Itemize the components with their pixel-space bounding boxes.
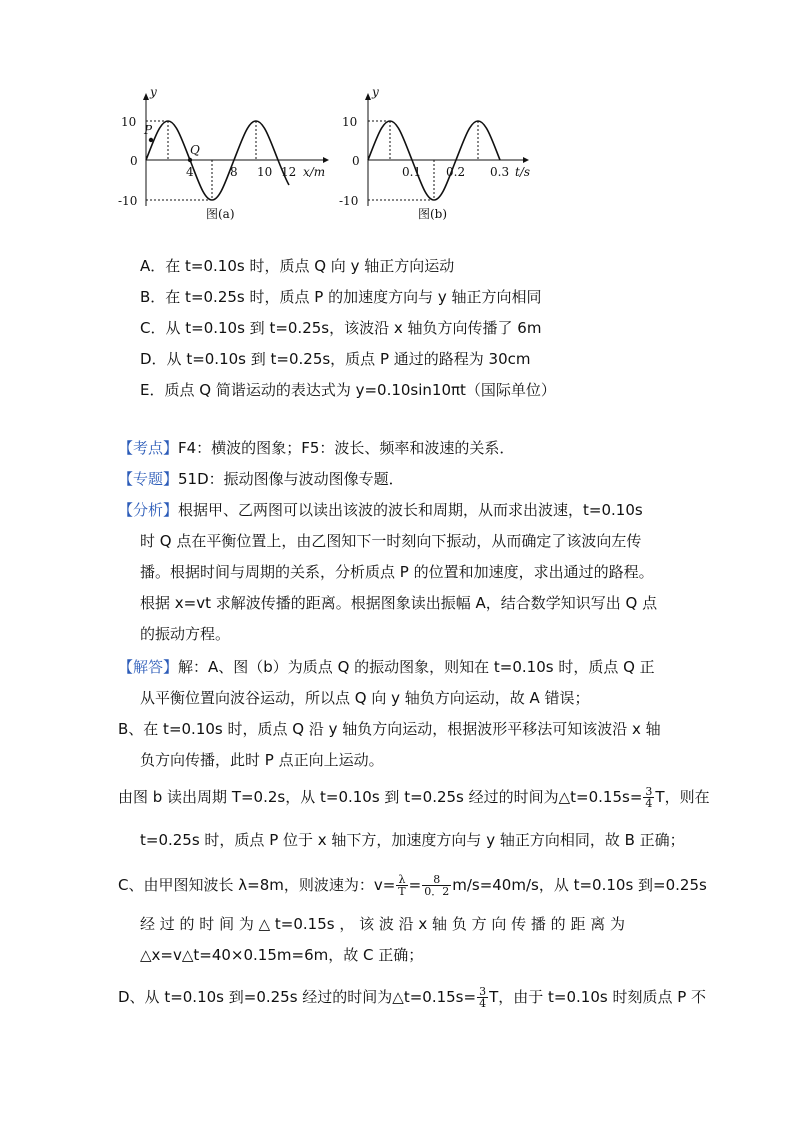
fig-b-xtick-0-1: 0.1	[402, 165, 422, 179]
fig-a-point-q-dot	[188, 158, 192, 162]
option-c: C．从 t=0.10s 到 t=0.25s，该波沿 x 轴负方向传播了 6m	[140, 319, 542, 337]
wave-figures	[118, 85, 558, 228]
option-b: B．在 t=0.25s 时，质点 P 的加速度方向与 y 轴正方向相同	[140, 288, 542, 306]
jieda-d-line-1	[118, 986, 706, 1009]
fraction-den: 4	[479, 997, 487, 1010]
fig-b-ylabel: y	[372, 85, 379, 99]
fenxi-tag: 【分析】	[118, 501, 179, 519]
kaodian-tag: 【考点】	[118, 439, 179, 457]
fig-a-xtick-4: 4	[186, 165, 194, 179]
d-text-post: T，由于 t=0.10s 时刻质点 P 不	[489, 988, 707, 1006]
fig-b-ytick-bottom: -10	[339, 194, 359, 208]
fig-b-y-arrow	[365, 93, 371, 100]
fraction-lambda-over-t	[396, 874, 407, 897]
figures-svg	[118, 85, 558, 228]
jieda-c-line-2: 经 过 的 时 间 为 △ t=0.15s ， 该 波 沿 x 轴 负 方 向 传 播 的 距 离 为	[140, 915, 625, 933]
option-e: E．质点 Q 简谐运动的表达式为 y=0.10sin10πt（国际单位）	[140, 381, 556, 399]
fig-b-xtick-0-2: 0.2	[446, 165, 466, 179]
jieda-line-1	[118, 657, 655, 677]
c-equals: =	[408, 876, 422, 894]
fig-a-point-p-dot	[149, 138, 153, 142]
fenxi-line-4: 根据 x=vt 求解波传播的距离。根据图象读出振幅 A，结合数学知识写出 Q 点	[140, 594, 658, 612]
zhuanti-line	[118, 469, 404, 489]
fig-b-ytick-top: 10	[342, 115, 358, 129]
fig-a-xtick-12: 12	[281, 165, 297, 179]
kaodian-line	[118, 438, 514, 458]
fig-a-y-arrow	[143, 93, 149, 100]
period-text-pre: 由图 b 读出周期 T=0.2s，从 t=0.10s 到 t=0.25s 经过的时间为△t=0.15s=	[118, 788, 643, 806]
fig-b-x-arrow	[523, 157, 529, 163]
fraction-num: 8	[422, 874, 451, 886]
fraction-three-quarters	[477, 986, 488, 1009]
option-d: D．从 t=0.10s 到 t=0.25s，质点 P 通过的路程为 30cm	[140, 350, 531, 368]
jieda-tag: 【解答】	[118, 658, 179, 676]
jieda-b-line-1: B、在 t=0.10s 时，质点 Q 沿 y 轴负方向运动，根据波形平移法可知该波沿 x 轴	[118, 720, 661, 738]
fraction-8-over-0-2	[422, 874, 451, 897]
fenxi-line-2: 时 Q 点在平衡位置上，由乙图知下一时刻向下振动，从而确定了该波向左传	[140, 532, 642, 550]
jieda-c-line-1	[118, 874, 707, 897]
fraction-num: λ	[396, 874, 407, 886]
fig-b-caption: 图(b)	[418, 207, 448, 221]
fenxi-line-3: 播。根据时间与周期的关系，分析质点 P 的位置和加速度，求出通过的路程。	[140, 563, 654, 581]
fig-a-xtick-10: 10	[257, 165, 273, 179]
fraction-num: 3	[645, 785, 653, 798]
jieda-text-1: 解：A、图（b）为质点 Q 的振动图象，则知在 t=0.10s 时，质点 Q 正	[178, 658, 655, 676]
d-text-pre: D、从 t=0.10s 到=0.25s 经过的时间为△t=0.15s=	[118, 988, 477, 1006]
fig-a-point-q-label: Q	[190, 143, 200, 157]
fig-a-ytick-bottom: -10	[118, 194, 138, 208]
zhuanti-text: 51D：振动图像与波动图像专题．	[178, 470, 404, 488]
figure-a	[118, 85, 329, 221]
fig-a-ylabel: y	[150, 85, 157, 99]
fig-a-caption: 图(a)	[206, 207, 235, 221]
figure-b	[339, 85, 530, 221]
jieda-b-line-2: 负方向传播，此时 P 点正向上运动。	[140, 751, 384, 769]
fig-b-xtick-0-3: 0.3	[490, 165, 510, 179]
fenxi-line-5: 的振动方程。	[140, 625, 231, 643]
zhuanti-tag: 【专题】	[118, 470, 179, 488]
jieda-c-line-3: △x=v△t=40×0.15m=6m，故 C 正确；	[140, 946, 424, 964]
period-text-post: T，则在	[655, 788, 710, 806]
c-text-pre: C、由甲图知波长 λ=8m，则波速为：v=	[118, 876, 396, 894]
fraction-num: 3	[479, 985, 487, 998]
fenxi-text-1: 根据甲、乙两图可以读出该波的波长和周期，从而求出波速，t=0.10s	[178, 501, 643, 519]
fraction-three-quarters	[643, 786, 654, 809]
fig-a-ytick-zero: 0	[130, 154, 138, 168]
fig-b-xlabel: t/s	[515, 165, 531, 179]
fraction-den: T	[398, 885, 406, 898]
fig-a-xtick-8: 8	[230, 165, 238, 179]
kaodian-text: F4：横波的图象；F5：波长、频率和波速的关系．	[178, 439, 515, 457]
jieda-line-2: 从平衡位置向波谷运动，所以点 Q 向 y 轴负方向运动，故 A 错误；	[140, 689, 590, 707]
fig-a-xlabel: x/m	[303, 165, 326, 179]
fig-a-x-arrow	[323, 157, 329, 163]
fig-a-point-p-label: P	[144, 123, 153, 137]
fraction-den: 0．2	[424, 885, 450, 898]
fig-b-ytick-zero: 0	[352, 154, 360, 168]
jieda-period-line	[118, 786, 710, 809]
option-a: A．在 t=0.10s 时，质点 Q 向 y 轴正方向运动	[140, 257, 455, 275]
c-text-post: m/s=40m/s，从 t=0.10s 到=0.25s	[452, 876, 707, 894]
fraction-den: 4	[645, 797, 653, 810]
jieda-period-line-2: t=0.25s 时，质点 P 位于 x 轴下方，加速度方向与 y 轴正方向相同，故 B 正确；	[140, 831, 685, 849]
fenxi-line-1	[118, 500, 643, 520]
fig-a-ytick-top: 10	[121, 115, 137, 129]
